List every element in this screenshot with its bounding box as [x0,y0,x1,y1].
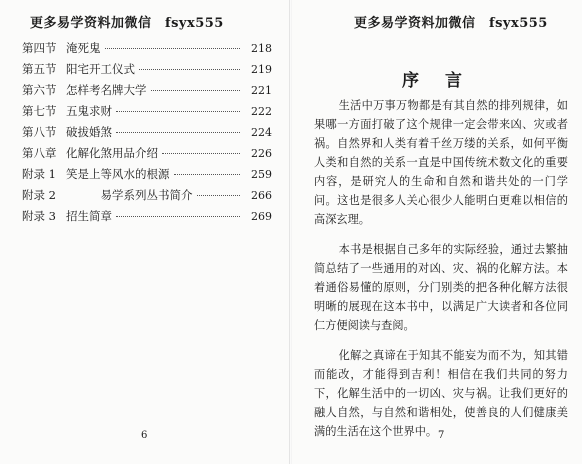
preface-paragraph: 本书是根据自己多年的实际经验，通过去繁抽简总结了一些通用的对凶、灾、祸的化解方法。本着通俗易懂的原则，分门别类的把各种化解方法很明晰的展现在这本书中，以满足广大读者和各位同仁方便阅读与查阅。 [314,243,568,332]
toc-leader-dots [174,174,241,175]
left-page-header: 更多易学资料加微信 fsyx555 [30,16,224,31]
toc-entry-number: 第八章 [22,146,57,160]
toc-leader-dots [116,132,240,133]
toc-entry-title: 五鬼求财 [66,104,112,118]
table-of-contents [22,40,272,229]
toc-entry-number: 第五节 [22,62,57,76]
toc-leader-dots [162,153,240,154]
toc-entry-number: 附录 2 [22,188,56,202]
toc-entry-page: 222 [251,105,272,118]
toc-entry-title: 淹死鬼 [66,41,101,55]
toc-entry-page: 266 [251,189,272,202]
toc-entry-number: 第七节 [22,104,57,118]
toc-entry [22,40,272,61]
toc-entry [22,187,272,208]
toc-entry-title: 破拔婚煞 [66,125,112,139]
toc-entry [22,208,272,229]
toc-entry-number: 第六节 [22,83,57,97]
toc-entry-title: 笑是上等风水的根源 [66,167,170,181]
preface-title: 序 言 [402,71,472,91]
toc-leader-dots [197,195,241,196]
toc-entry [22,82,272,103]
preface-paragraph: 生活中万事万物都是有其自然的排列规律，如果哪一方面打破了这个规律一定会带来凶、灾或者祸。自然界和人类有着千丝万缕的关系，如何平衡人类和自然的关系一直是中国传统术数文化的重要内容，是研究人的生命和自然和谐共处的一门学问。这也是很多人关心很少人能明白更难以相信的高深玄理。 [314,99,568,226]
toc-entry [22,103,272,124]
toc-entry [22,166,272,187]
right-page-number: 7 [438,430,445,441]
toc-entry-number: 第八节 [22,125,57,139]
toc-entry [22,124,272,145]
toc-entry-number: 附录 3 [22,209,56,223]
toc-entry-title: 怎样考名牌大学 [66,83,147,97]
left-page-number: 6 [141,430,148,441]
toc-entry-page: 224 [251,126,272,139]
toc-entry-number: 附录 1 [22,167,56,181]
toc-entry-number: 第四节 [22,41,57,55]
toc-entry [22,145,272,166]
toc-entry-page: 219 [251,63,272,76]
toc-leader-dots [139,69,240,70]
toc-leader-dots [151,90,241,91]
left-page [0,0,290,464]
toc-entry [22,61,272,82]
toc-entry-title: 阳宅开工仪式 [66,62,135,76]
toc-entry-page: 226 [251,147,272,160]
toc-entry-title: 易学系列丛书简介 [66,188,193,202]
toc-entry-title: 招生简章 [66,209,112,223]
toc-leader-dots [105,48,241,49]
toc-entry-page: 221 [251,84,272,97]
toc-entry-page: 269 [251,210,272,223]
right-page [292,0,582,464]
toc-leader-dots [116,216,240,217]
toc-entry-title: 化解化煞用品介绍 [66,146,158,160]
preface-body [314,96,568,452]
right-page-header: 更多易学资料加微信 fsyx555 [354,16,548,31]
toc-entry-page: 259 [251,168,272,181]
preface-paragraph: 化解之真谛在于知其不能妄为而不为，知其错而能改，才能得到吉利！相信在我们共同的努力下，化解生活中的一切凶、灾与祸。让我们更好的融人自然，与自然和谐相处，使善良的人们健康美满的生活在这个世界中。 [314,349,568,438]
toc-leader-dots [116,111,240,112]
toc-entry-page: 218 [251,42,272,55]
